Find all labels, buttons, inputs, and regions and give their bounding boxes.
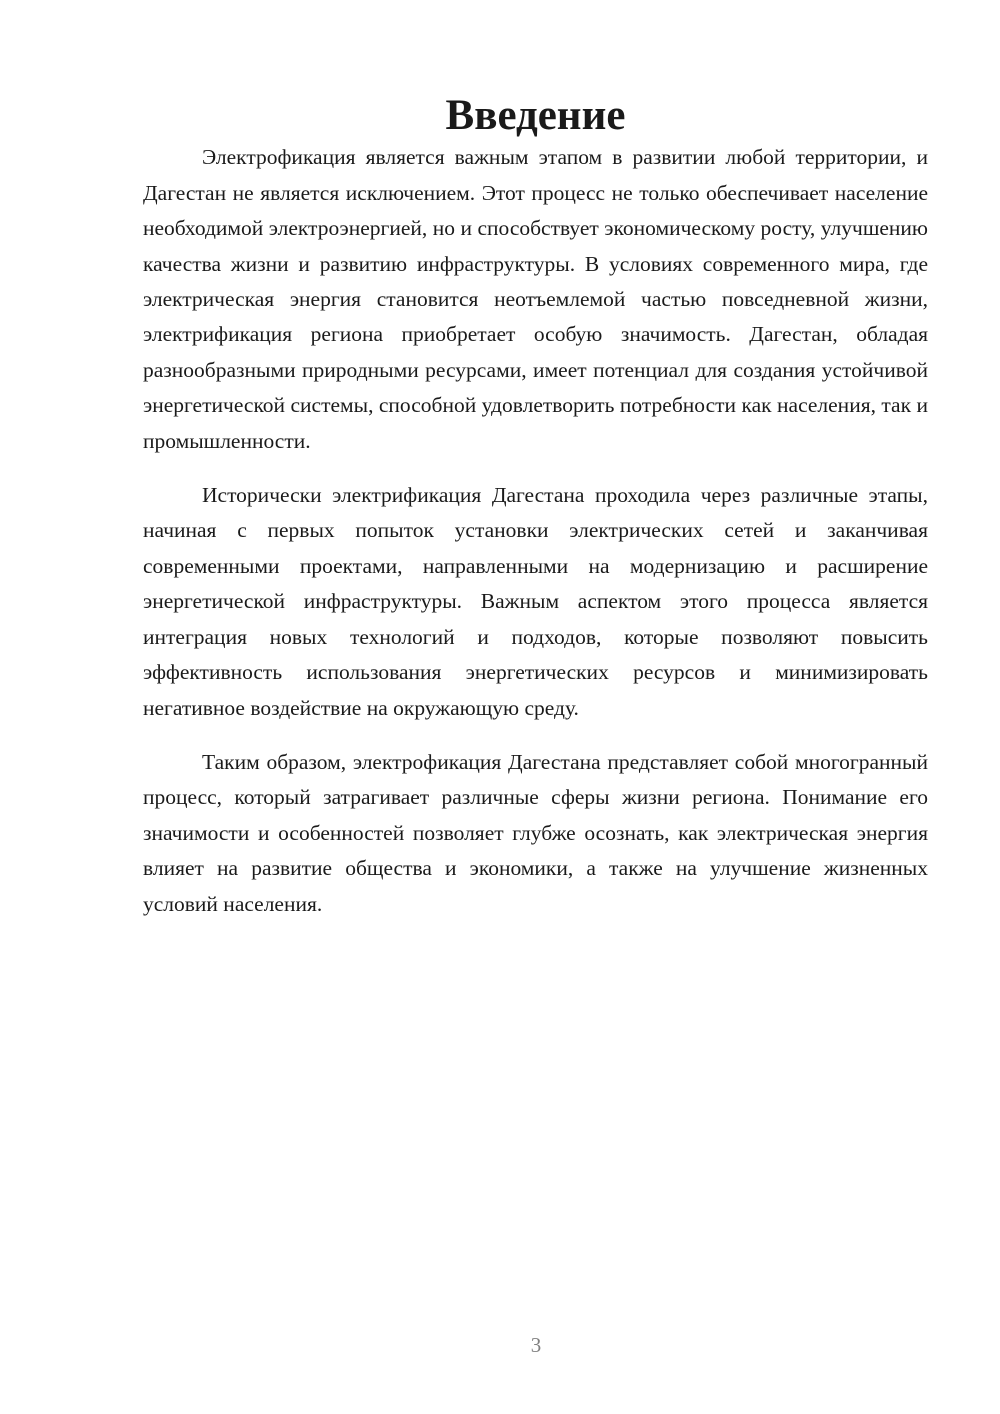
section-heading: Введение [445, 92, 626, 139]
document-body [143, 92, 928, 922]
paragraph-intro: Электрофикация является важным этапом в развитии любой территории, и Дагестан не является исключением. Этот процесс не только обеспечивает население необходимой электроэнергией, но и способствует экономическому росту, улучшению качества жизни и развитию инфраструктуры. В условиях современного мира, где электрическая энергия становится неотъемлемой частью повседневной жизни, электрификация региона приобретает особую значимость. Дагестан, обладая разнообразными природными ресурсами, имеет потенциал для создания устойчивой энергетической системы, способной удовлетворить потребности как населения, так и промышленности. [143, 145, 928, 453]
paragraph-history: Исторически электрификация Дагестана проходила через различные этапы, начиная с первых попыток установки электрических сетей и заканчивая современными проектами, направленными на модернизацию и расширение энергетической инфраструктуры. Важным аспектом этого процесса является интеграция новых технологий и подходов, которые позволяют повысить эффективность использования энергетических ресурсов и минимизировать негативное воздействие на окружающую среду. [143, 483, 928, 720]
page-number: 3 [530, 1333, 542, 1357]
paragraph-conclusion: Таким образом, электрофикация Дагестана представляет собой многогранный процесс, который затрагивает различные сферы жизни региона. Понимание его значимости и особенностей позволяет глубже осознать, как электрическая энергия влияет на развитие общества и экономики, а также на улучшение жизненных условий населения. [143, 749, 928, 916]
